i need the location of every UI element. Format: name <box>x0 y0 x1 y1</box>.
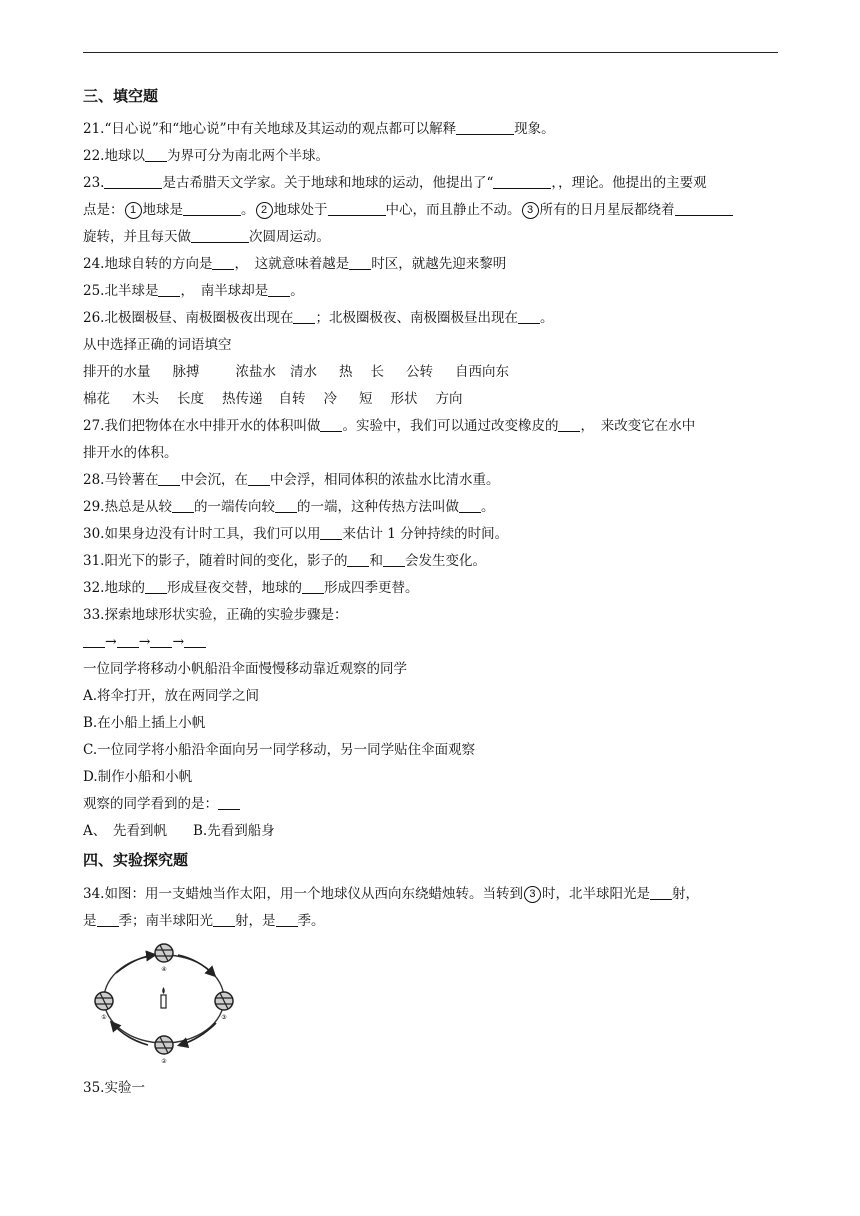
step-order-blanks <box>83 629 783 656</box>
question-31: 31.阳光下的影子，随着时间的变化，影子的 和 会发生变化。 <box>83 553 486 569</box>
experiment-description: 一位同学将移动小帆船沿伞面慢慢移动靠近观察的同学 <box>83 661 407 677</box>
question-27-line-1: 27.我们把物体在水中排开水的体积叫做 。实验中，我们可以通过改变橡皮的 ， 来改变它在水中 <box>83 418 696 434</box>
circled-number-3: 3 <box>522 202 539 219</box>
figure-label: ② <box>161 1058 167 1065</box>
answer-blank[interactable] <box>320 524 342 540</box>
answer-blank[interactable] <box>456 119 514 135</box>
answer-blank[interactable] <box>518 308 540 324</box>
answer-blank[interactable] <box>104 173 162 189</box>
question-24: 24.地球自转的方向是 ， 这就意味着越是 时区，就越先迎来黎明 <box>83 256 507 272</box>
word-bank-item: 排开的水量 <box>83 364 151 380</box>
answer-blank[interactable] <box>293 308 315 324</box>
word-bank-item: 形状 <box>390 391 418 407</box>
option-b: B.在小船上插上小帆 <box>83 715 206 731</box>
globe-icon <box>95 992 113 1021</box>
word-bank-item: 木头 <box>132 391 159 407</box>
figure-label: ④ <box>161 966 167 973</box>
observation-choices: A、 先看到帆 B.先看到船身 <box>83 823 275 839</box>
question-29: 29.热总是从较 的一端传向较 的一端，这种传热方法叫做 。 <box>83 499 495 515</box>
answer-blank[interactable] <box>145 578 167 594</box>
question-27-line-2: 排开水的体积。 <box>83 445 178 461</box>
answer-blank[interactable] <box>213 911 235 927</box>
question-32: 32.地球的 形成昼夜交替，地球的 形成四季更替。 <box>83 580 419 596</box>
globe-icon <box>215 992 233 1021</box>
answer-blank[interactable] <box>191 227 249 243</box>
circled-number-1: 1 <box>125 202 142 219</box>
earth-orbit-figure <box>86 941 246 1071</box>
answer-blank[interactable] <box>212 254 234 270</box>
orbit-arrow <box>178 955 214 975</box>
question-28: 28.马铃薯在 中会沉，在 中会浮，相同体积的浓盐水比清水重。 <box>83 472 500 488</box>
answer-blank[interactable] <box>328 200 386 216</box>
answer-blank[interactable] <box>320 416 342 432</box>
observation-question: 观察的同学看到的是： <box>83 791 783 818</box>
question-34-line-1: 34.如图：用一支蜡烛当作太阳，用一个地球仪从西向东绕蜡烛转。当转到 3 时，北半球阳光是 射， <box>83 886 699 902</box>
answer-blank[interactable] <box>145 146 167 162</box>
word-bank-item: 冷 <box>323 391 337 407</box>
question-34-line-2: 是 季；南半球阳光 射，是 季。 <box>83 913 325 929</box>
question-23-line-1: 23. 是古希腊天文学家。关于地球和地球的运动，他提出了“ ，，理论。他提出的主要观 <box>83 175 707 191</box>
word-bank-item: 清水 <box>290 364 317 380</box>
answer-blank[interactable] <box>383 551 405 567</box>
answer-blank[interactable] <box>172 497 194 513</box>
answer-blank[interactable] <box>158 470 180 486</box>
question-21: 21.“日心说”和“地心说”中有关地球及其运动的观点都可以解释 现象。 <box>83 121 555 137</box>
word-bank-row-2 <box>83 386 783 413</box>
answer-blank[interactable] <box>493 173 551 189</box>
header-rule <box>83 52 778 53</box>
answer-blank[interactable] <box>268 281 290 297</box>
answer-blank[interactable] <box>97 911 119 927</box>
arrow-icon: → <box>172 634 185 650</box>
option-d: D.制作小船和小帆 <box>83 769 193 785</box>
answer-blank[interactable] <box>158 281 180 297</box>
arrow-icon: → <box>138 634 151 650</box>
option-c: C.一位同学将小船沿伞面向另一同学移动，另一同学贴住伞面观察 <box>83 742 476 758</box>
worksheet <box>83 83 783 1102</box>
word-bank-item: 长度 <box>177 391 204 407</box>
candle-icon <box>161 987 166 1008</box>
question-35: 35.实验一 <box>83 1080 145 1096</box>
circled-number-2: 2 <box>256 202 273 219</box>
answer-blank[interactable] <box>675 200 733 216</box>
answer-blank[interactable] <box>459 497 481 513</box>
word-bank-item: 热 <box>339 364 353 380</box>
question-23-line-2: 点是： 1 地球是 。 2 地球处于 中心，而且静止不动。 3 所有的日月星辰都绕着 <box>83 197 783 224</box>
word-bank-row-1 <box>83 359 783 386</box>
word-bank-item: 自转 <box>278 391 306 407</box>
question-23-line-3: 旋转，并且每天做 次圆周运动。 <box>83 229 330 245</box>
word-bank-item: 自西向东 <box>455 364 509 380</box>
answer-blank[interactable] <box>218 794 240 810</box>
word-bank-intro: 从中选择正确的词语填空 <box>83 337 232 353</box>
answer-blank[interactable] <box>275 497 297 513</box>
circled-number-3: 3 <box>524 886 541 903</box>
word-bank-item: 脉搏 <box>172 364 200 380</box>
answer-blank[interactable] <box>183 200 241 216</box>
answer-blank[interactable] <box>650 884 672 900</box>
arrow-icon: → <box>105 634 117 650</box>
section-3-title: 三、填空题 <box>83 87 159 105</box>
word-bank-item: 短 <box>359 391 373 407</box>
globe-icon <box>155 1036 173 1065</box>
answer-blank[interactable] <box>558 416 580 432</box>
answer-blank[interactable] <box>83 632 105 648</box>
answer-blank[interactable] <box>248 470 270 486</box>
question-22: 22.地球以 为界可分为南北两个半球。 <box>83 148 329 164</box>
answer-blank[interactable] <box>302 578 324 594</box>
word-bank-item: 方向 <box>435 391 463 407</box>
answer-blank[interactable] <box>276 911 298 927</box>
question-30: 30.如果身边没有计时工具，我们可以用 来估计 1 分钟持续的时间。 <box>83 526 509 542</box>
word-bank-item: 公转 <box>406 364 433 380</box>
section-4-title: 四、实验探究题 <box>83 851 189 869</box>
answer-blank[interactable] <box>117 632 139 648</box>
answer-blank[interactable] <box>347 551 369 567</box>
globe-icon <box>155 944 173 973</box>
question-26: 26.北极圈极昼、南极圈极夜出现在 ；北极圈极夜、南极圈极昼出现在 。 <box>83 310 554 326</box>
word-bank-item: 热传递 <box>222 391 263 407</box>
question-25: 25.北半球是 ， 南半球却是 。 <box>83 283 304 299</box>
answer-blank[interactable] <box>349 254 371 270</box>
question-33: 33.探索地球形状实验，正确的实验步骤是： <box>83 607 348 623</box>
orbit-arrow <box>116 955 154 973</box>
word-bank-item: 长 <box>370 364 384 380</box>
figure-label: ① <box>101 1014 107 1021</box>
answer-blank[interactable] <box>150 632 172 648</box>
option-a: A.将伞打开，放在两同学之间 <box>83 688 260 704</box>
figure-label: ③ <box>221 1014 227 1021</box>
word-bank-item: 浓盐水 <box>235 364 276 380</box>
word-bank-item: 棉花 <box>83 391 110 407</box>
answer-blank[interactable] <box>184 632 206 648</box>
